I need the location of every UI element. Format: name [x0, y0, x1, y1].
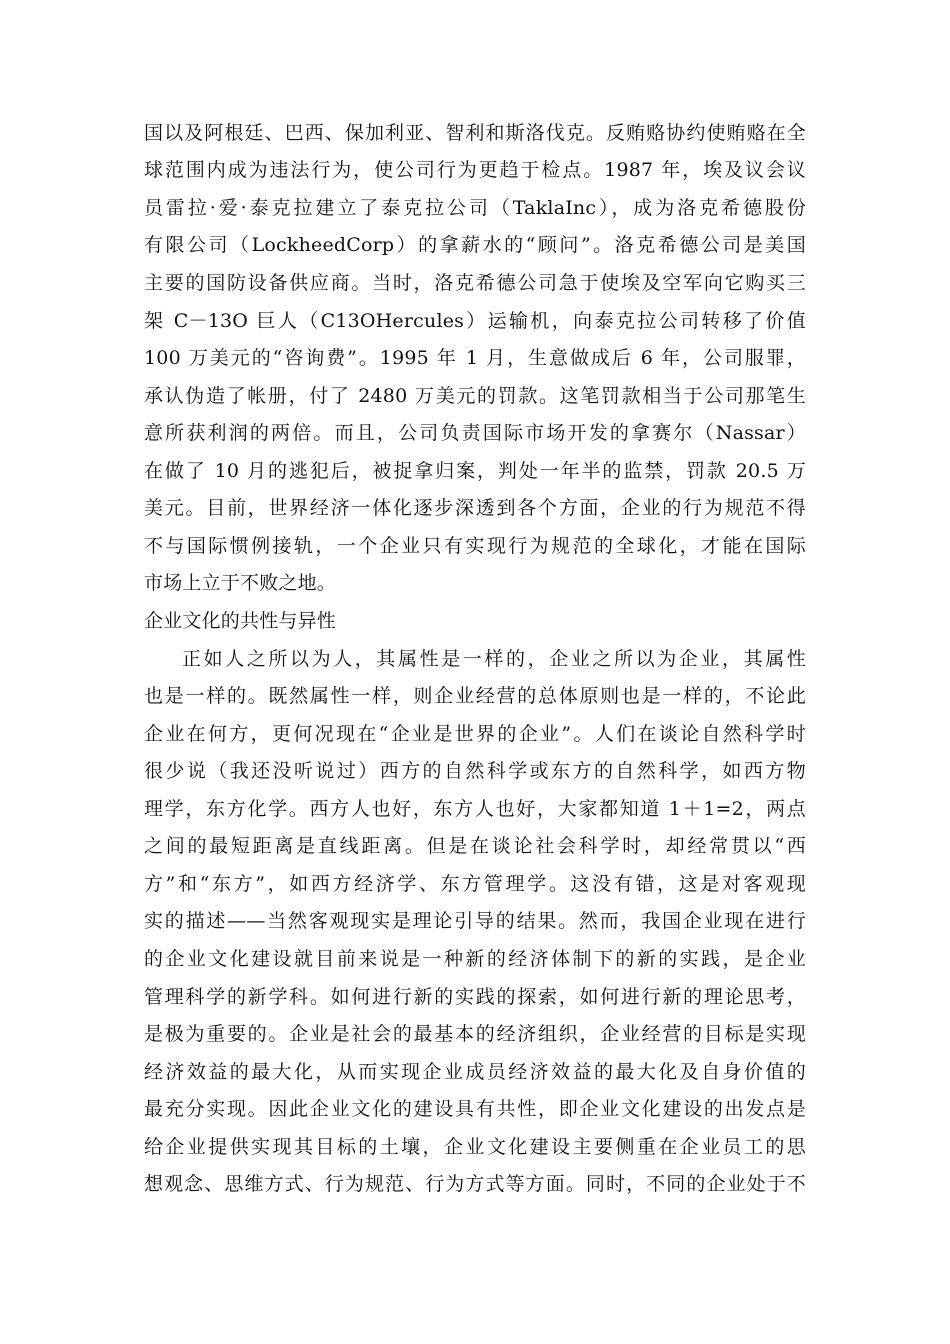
text-line: 在做了 10 月的逃犯后，被捉拿归案，判处一年半的监禁，罚款 20.5 万: [144, 460, 806, 482]
text-line: 也是一样的。既然属性一样，则企业经营的总体原则也是一样的，不论此: [144, 685, 806, 707]
text-line: 方”和“东方”，如西方经济学、东方管理学。这没有错，这是对客观现: [144, 873, 806, 895]
text-line: 给企业提供实现其目标的土壤，企业文化建设主要侧重在企业员工的思: [144, 1136, 806, 1158]
text-line: 企业在何方，更何况现在“企业是世界的企业”。人们在谈论自然科学时: [144, 723, 806, 745]
text-line: 管理科学的新学科。如何进行新的实践的探索，如何进行新的理论思考，: [144, 986, 806, 1008]
text-line: 理学，东方化学。西方人也好，东方人也好，大家都知道 1＋1=2，两点: [144, 798, 806, 820]
text-line: 承认伪造了帐册，付了 2480 万美元的罚款。这笔罚款相当于公司那笔生: [144, 385, 806, 407]
text-line: 球范围内成为违法行为，使公司行为更趋于检点。1987 年，埃及议会议: [144, 159, 806, 181]
text-line: 市场上立于不败之地。: [144, 572, 337, 594]
text-line: 意所获利润的两倍。而且，公司负责国际市场开发的拿赛尔（Nassar）: [144, 422, 806, 444]
text-line: 正如人之所以为人，其属性是一样的，企业之所以为企业，其属性: [182, 648, 806, 670]
text-line: 很少说（我还没听说过）西方的自然科学或东方的自然科学，如西方物: [144, 760, 806, 782]
text-line: 实的描述——当然客观现实是理论引导的结果。然而，我国企业现在进行: [144, 910, 806, 932]
text-line: 主要的国防设备供应商。当时，洛克希德公司急于使埃及空军向它购买三: [144, 272, 806, 294]
section-heading: 企业文化的共性与异性: [144, 610, 337, 632]
text-line: 经济效益的最大化，从而实现企业成员经济效益的最大化及自身价值的: [144, 1061, 806, 1083]
text-line: 有限公司（LockheedCorp）的拿薪水的“顾问”。洛克希德公司是美国: [144, 234, 806, 256]
text-line: 100 万美元的“咨询费”。1995 年 1 月，生意做成后 6 年，公司服罪，: [144, 347, 806, 369]
text-line: 是极为重要的。企业是社会的最基本的经济组织，企业经营的目标是实现: [144, 1023, 806, 1045]
text-line: 美元。目前，世界经济一体化逐步深透到各个方面，企业的行为规范不得: [144, 497, 806, 519]
text-line: 架 C－13O 巨人（C13OHercules）运输机，向泰克拉公司转移了价值: [144, 310, 806, 332]
text-line: 员雷拉·爱·泰克拉建立了泰克拉公司（TaklaInc），成为洛克希德股份: [144, 197, 806, 219]
text-line: 国以及阿根廷、巴西、保加利亚、智利和斯洛伐克。反贿赂协约使贿赂在全: [144, 122, 806, 144]
text-line: 最充分实现。因此企业文化的建设具有共性，即企业文化建设的出发点是: [144, 1098, 806, 1120]
text-line: 的企业文化建设就目前来说是一种新的经济体制下的新的实践，是企业: [144, 948, 806, 970]
text-line: 想观念、思维方式、行为规范、行为方式等方面。同时，不同的企业处于不: [144, 1173, 806, 1195]
text-line: 不与国际惯例接轨，一个企业只有实现行为规范的全球化，才能在国际: [144, 535, 806, 557]
text-line: 之间的最短距离是直线距离。但是在谈论社会科学时，却经常贯以“西: [144, 835, 806, 857]
